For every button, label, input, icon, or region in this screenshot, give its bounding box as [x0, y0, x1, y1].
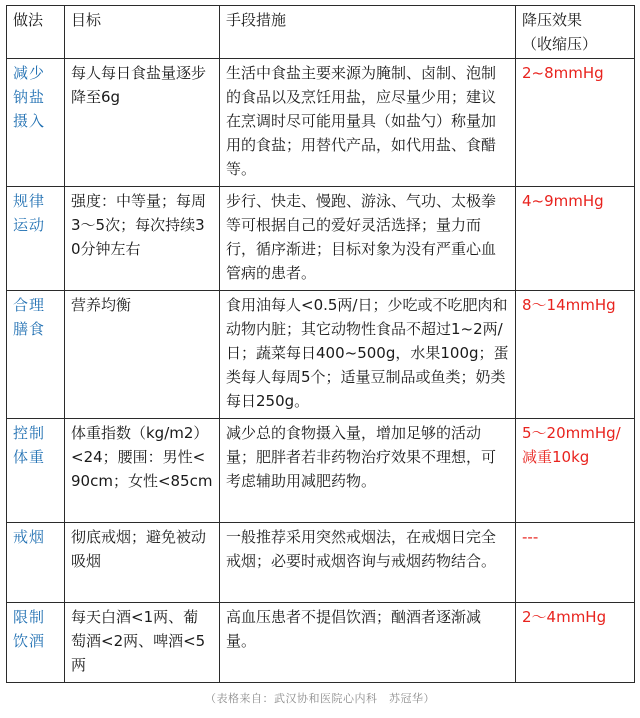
header-row: [7, 6, 635, 59]
row-method: 合理膳食: [7, 291, 65, 419]
table-row: [7, 603, 635, 683]
row-measures: 食用油每人<0.5两/日；少吃或不吃肥肉和动物内脏；其它动物性食品不超过1~2两/日；蔬菜每日400~500g，水果100g；蛋类每人每周5个；适量豆制品或鱼类；奶类每日250g。: [220, 291, 516, 419]
row-measures: 高血压患者不提倡饮酒；酗酒者逐渐减量。: [220, 603, 516, 683]
row-goal: 营养均衡: [65, 291, 220, 419]
row-effect: 2~8mmHg: [516, 59, 635, 187]
source-caption: （表格来自：武汉协和医院心内科 苏冠华）: [205, 692, 435, 705]
row-method: 减少钠盐摄入: [7, 59, 65, 187]
row-method: 限制饮酒: [7, 603, 65, 683]
row-goal: 每人每日食盐量逐步降至6g: [65, 59, 220, 187]
header-effect: [516, 6, 635, 59]
header-method: 做法: [7, 6, 65, 59]
table-row: [7, 523, 635, 603]
table-row: [7, 291, 635, 419]
table-row: [7, 187, 635, 291]
row-method: 控制体重: [7, 419, 65, 523]
table-row: [7, 59, 635, 187]
row-effect: 4~9mmHg: [516, 187, 635, 291]
table-row: [7, 419, 635, 523]
row-measures: 生活中食盐主要来源为腌制、卤制、泡制的食品以及烹饪用盐，应尽量少用；建议在烹调时尽可能用量具（如盐勺）称量加用的食盐；用替代产品，如代用盐、食醋等。: [220, 59, 516, 187]
row-method: 戒烟: [7, 523, 65, 603]
row-measures: 步行、快走、慢跑、游泳、气功、太极拳等可根据自己的爱好灵活选择；量力而行，循序渐进；目标对象为没有严重心血管病的患者。: [220, 187, 516, 291]
row-goal: 每天白酒<1两、葡萄酒<2两、啤酒<5两: [65, 603, 220, 683]
row-effect: 8～14mmHg: [516, 291, 635, 419]
row-effect: ---: [516, 523, 635, 603]
row-measures: 减少总的食物摄入量，增加足够的活动量；肥胖者若非药物治疗效果不理想，可考虑辅助用减肥药物。: [220, 419, 516, 523]
row-goal: 彻底戒烟；避免被动吸烟: [65, 523, 220, 603]
row-goal: 强度：中等量；每周3～5次；每次持续30分钟左右: [65, 187, 220, 291]
hypertension-lifestyle-table: [6, 5, 635, 683]
row-method: 规律运动: [7, 187, 65, 291]
header-goal: 目标: [65, 6, 220, 59]
row-effect: 5～20mmHg/减重10kg: [516, 419, 635, 523]
header-effect-subtitle: （收缩压）: [522, 35, 598, 53]
header-effect-title: 降压效果: [522, 11, 583, 29]
row-measures: 一般推荐采用突然戒烟法，在戒烟日完全戒烟；必要时戒烟咨询与戒烟药物结合。: [220, 523, 516, 603]
header-measures: 手段措施: [220, 6, 516, 59]
row-goal: 体重指数（kg/m2）<24；腰围：男性<90cm；女性<85cm: [65, 419, 220, 523]
row-effect: 2～4mmHg: [516, 603, 635, 683]
